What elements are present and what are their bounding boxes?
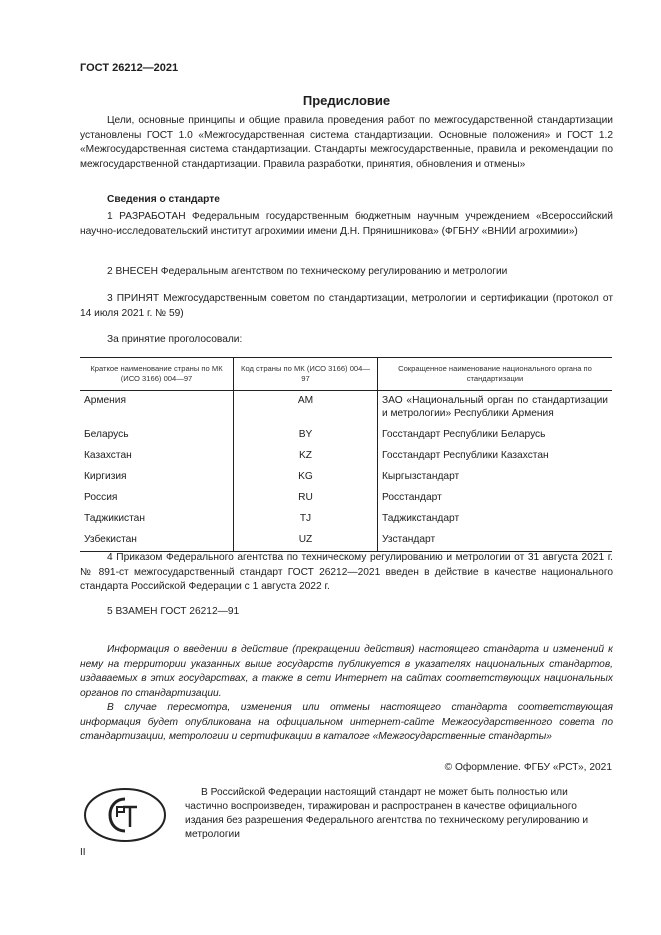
table-row bbox=[80, 509, 612, 530]
table-row bbox=[80, 425, 612, 446]
page-number: II bbox=[80, 847, 86, 858]
item-2: 2 ВНЕСЕН Федеральным агентством по техническому регулированию и метрологии bbox=[107, 266, 508, 277]
code-cell: BY bbox=[234, 425, 378, 446]
column-header-code: Код страны по МК (ИСО 3166) 004—97 bbox=[234, 358, 378, 391]
column-header-body: Сокращенное наименование национального органа по стандартизации bbox=[378, 358, 613, 391]
column-header-country: Краткое наименование страны по МК (ИСО 3166) 004—97 bbox=[80, 358, 234, 391]
code-cell: AM bbox=[234, 391, 378, 426]
body-cell: Росстандарт bbox=[378, 488, 613, 509]
item-5: 5 ВЗАМЕН ГОСТ 26212—91 bbox=[107, 606, 240, 617]
body-cell: Таджикстандарт bbox=[378, 509, 613, 530]
body-cell: ЗАО «Национальный орган по стандартизации и метрологии» Республики Армения bbox=[378, 391, 613, 426]
country-cell: Беларусь bbox=[84, 429, 129, 440]
table-row bbox=[80, 488, 612, 509]
table-row bbox=[80, 530, 612, 552]
table-row bbox=[80, 391, 612, 426]
voted-label: За принятие проголосовали: bbox=[107, 334, 243, 345]
rst-logo-icon bbox=[83, 787, 167, 843]
country-cell: Узбекистан bbox=[80, 530, 234, 552]
copyright-notice: © Оформление. ФГБУ «РСТ», 2021 bbox=[444, 762, 612, 773]
country-cell: Россия bbox=[84, 492, 118, 503]
body-cell: Госстандарт Республики Казахстан bbox=[378, 446, 613, 467]
body-cell: Узстандарт bbox=[378, 530, 613, 552]
body-cell: Кыргызстандарт bbox=[378, 467, 613, 488]
section-subtitle: Сведения о стандарте bbox=[107, 194, 220, 205]
code-cell: RU bbox=[234, 488, 378, 509]
code-cell: UZ bbox=[234, 530, 378, 552]
table-row bbox=[80, 467, 612, 488]
item-1: 1 РАЗРАБОТАН Федеральным государственным бюджетным научным учреждением «Всероссийский научно-исследовательский институт агрохимии имени Д.Н. Прянишникова» (ФГБНУ «ВНИИ агрохимии») bbox=[80, 211, 613, 237]
code-cell: KZ bbox=[234, 446, 378, 467]
country-cell: Армения bbox=[84, 395, 126, 406]
item-4: 4 Приказом Федерального агентства по техническому регулированию и метрологии от 31 августа 2021 г. № 891-ст межгосударственный стандарт ГОСТ 26212—2021 введен в действие в качестве национального стандарта Российской Федерации с 1 августа 2022 г. bbox=[80, 552, 613, 592]
code-cell: TJ bbox=[234, 509, 378, 530]
page-title: Предисловие bbox=[302, 93, 391, 108]
voting-table bbox=[80, 357, 612, 552]
country-cell: Казахстан bbox=[84, 450, 132, 461]
body-cell: Госстандарт Республики Беларусь bbox=[378, 425, 613, 446]
code-cell: KG bbox=[234, 467, 378, 488]
info-paragraph-2: В случае пересмотра, изменения или отмены настоящего стандарта соответствующая информация будет опубликована на официальном интернет-сайте Межгосударственного совета по стандартизации, метрологии и сертификации в каталоге «Межгосударственные стандарты» bbox=[80, 702, 613, 742]
info-paragraph-1: Информация о введении в действие (прекращении действия) настоящего стандарта и изменений к нему на территории указанных выше государств публикуется в указателях национальных стандартов, издаваемых в этих государствах, а также в сети Интернет на сайтах соответствующих национальных органов по стандартизации. bbox=[80, 644, 613, 699]
intro-paragraph: Цели, основные принципы и общие правила проведения работ по межгосударственной стандартизации установлены ГОСТ 1.0 «Межгосударственная система стандартизации. Основные положения» и ГОСТ 1.2 «Межгосударственная система стандартизации. Стандарты межгосударственные, правила и рекомендации по межгосударственной стандартизации. Правила разработки, принятия, обновления и отмены» bbox=[80, 115, 613, 170]
item-3: 3 ПРИНЯТ Межгосударственным советом по стандартизации, метрологии и сертификации (протокол от 14 июля 2021 г. № 59) bbox=[80, 293, 613, 319]
table-header-row bbox=[80, 358, 612, 391]
reproduction-notice: В Российской Федерации настоящий стандарт не может быть полностью или частично воспроизведен, тиражирован и распространен в качестве официального издания без разрешения Федерального агентства по техническому регулированию и метрологии bbox=[185, 787, 589, 840]
document-code: ГОСТ 26212—2021 bbox=[80, 62, 179, 74]
country-cell: Таджикистан bbox=[84, 513, 145, 524]
country-cell: Киргизия bbox=[84, 471, 127, 482]
table-row bbox=[80, 446, 612, 467]
rst-logo bbox=[83, 787, 167, 848]
